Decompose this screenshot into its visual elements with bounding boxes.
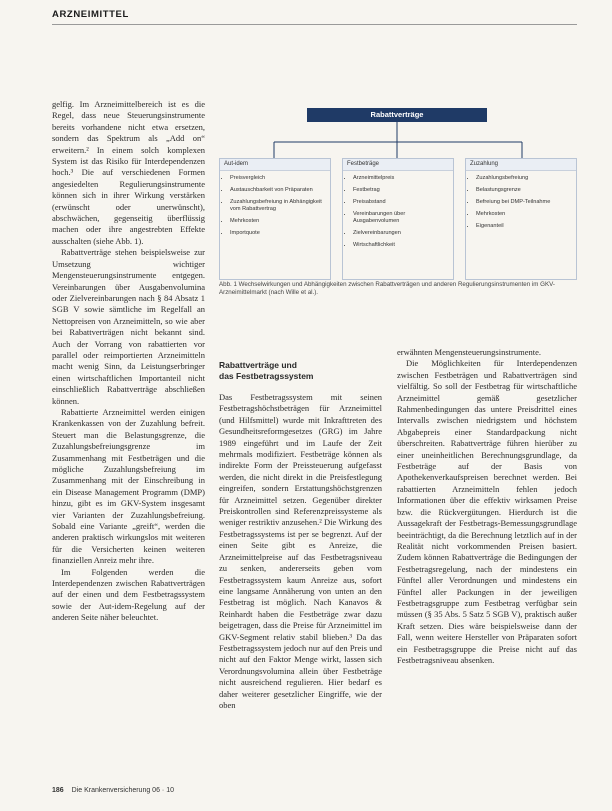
diagram-top-box: Rabattverträge [307, 108, 487, 122]
diagram-box-aut-idem [219, 158, 331, 280]
left-column [52, 99, 205, 624]
left-paragraph-4: Im Folgenden werden die Interdependenzen zwischen Rabattverträgen auf der einen und dem Festbetragssystem sowie der Aut-idem-Regelung auf der anderen Seite näher beleuchtet. [52, 566, 205, 623]
diagram-item: • Zuzahlungsbefreiung in Abhängigkeit vom Rabattvertrag [230, 199, 326, 213]
diagram-box-header: Zuzahlung [466, 159, 576, 171]
diagram-item: • Importquote [230, 230, 326, 237]
journal-name: Die Krankenversicherung 06 · 10 [71, 787, 174, 794]
diagram-item: • Vereinbarungen über Ausgabenvolumen [353, 211, 449, 225]
diagram-item: • Eigenanteil [476, 223, 572, 230]
diagram-item: • Mehrkosten [476, 211, 572, 218]
section-heading [219, 360, 382, 382]
diagram-item: • Mehrkosten [230, 218, 326, 225]
left-paragraph-1: gelfig. Im Arzneimittelbereich ist es die Regel, dass neue Steuerungsinstrumente bereits vorhandene nicht etwa ersetzen, sondern das Spektrum als „Add on“ erweitern.² In einem solch komplexen System ist das Risiko für Interdependenzen hoch.³ Die auf verschiedenen Formen angesiedelten Regulierungsinstrumente können sich in ihrer Wirkung verstärken (erwünscht oder unerwünscht), abschwächen, gegenseitig überflüssig machen oder ihre angestrebten Effekte ausschalten (siehe Abb. 1). [52, 99, 205, 246]
diagram-item: • Belastungsgrenze [476, 187, 572, 194]
figure-diagram [219, 108, 577, 278]
diagram-item: • Zuzahlungsbefreiung [476, 175, 572, 182]
section-title: ARZNEIMITTEL [52, 9, 129, 20]
diagram-item: • Festbetrag [353, 187, 449, 194]
section-heading-line-2: das Festbetragssystem [219, 371, 314, 381]
diagram-item: • Zielvereinbarungen [353, 230, 449, 237]
left-paragraph-3: Rabattierte Arzneimittel werden einigen Krankenkassen von der Zuzahlung befreit. Steuert man die Belastungsgrenze, die Zuzahlungsbefreiungsgrenze im Zusammenhang mit Festbeträgen und die mögliche Zuzahlungsbefreiung im Zusammenhang mit der Einschreibung in ein Disease Management Programm (DMP) hinzu, gibt es im GKV-System insgesamt vier Varianten der Zuzahlungsbefreiung. Sobald eine Variante „greift“, werden die anderen praktisch wirkungslos mit weiteren für die Versicherten keinen weiteren finanziellen Anreiz mehr ihre. [52, 406, 205, 566]
diagram-item: • Austauschbarkeit von Präparaten [230, 187, 326, 194]
diagram-box-header: Festbeträge [343, 159, 453, 171]
page-number: 186 [52, 787, 64, 794]
header-divider [52, 24, 577, 25]
left-paragraph-2: Rabattverträge stehen beispielsweise zur Umsetzung wichtiger Mengensteuerungsinstrumente entgegen. Vereinbarungen über Ausgabenvolumina oder Zielvereinbarungen nach § 84 Absatz 1 SGB V sowie sämtliche im Regelfall an Nettopreisen von Arzneimitteln, so wie aber bei Rabattverträgen nicht bekannt sind. Auch der Vorrang von rabattierten vor parallel oder reimportierten Arzneimitteln macht wenig Sinn, da Leistungserbringer einen wirtschaftlichen Importanteil nicht einschließlich Rabattverträge abschließen können. [52, 247, 205, 406]
page-footer [52, 787, 174, 794]
diagram-item: • Arzneimittelpreis [353, 175, 449, 182]
diagram-box-header: Aut-idem [220, 159, 330, 171]
diagram-item: • Wirtschaftlichkeit [353, 242, 449, 249]
diagram-item: • Preisabstand [353, 199, 449, 206]
figure-caption: Abb. 1 Wechselwirkungen und Abhängigkeiten zwischen Rabattverträgen und anderen Regulierungsinstrumenten im GKV-Arzneimittelmarkt (nach Wille et al.). [219, 281, 555, 296]
mid-paragraph-1: Das Festbetragssystem mit seinen Festbetragshöchstbeträgen für Arzneimittel (und Hilfsmittel) wurde mit Inkrafttreten des Gesundheitsreformgesetzes (GRG) im Jahre 1989 eingeführt und im Laufe der Zeit mehrmals modifiziert. Festbeträge können als indirekte Form der Preissteuerung aufgefasst werden, die nicht direkt in die Preisfestlegung eingreifen, sondern Erstattungshöchstgrenzen für Arzneimittel setzen. Gegenüber direkter Preiskontrollen sind Referenzpreissysteme als weniger restriktiv anzusehen.² Die Wirkung des Festbetragssystems ist per se begrenzt. Auf der einen Seite gibt es Anreize, die Arzneimittelpreise auf das Festbetragsniveau zu senken, andererseits geben vom Festbetragssystem kaum Anreize aus, sofort eine langsame Annäherung von unten an den Festbetrag ist möglich. Nach Kanavos & Reinhardt haben die Festbeträge zwar dazu beigetragen, dass die Preise für Arzneimittel im GKV-Segment relativ stabil blieben.³ Da das Festbetragssystem jedoch nur auf den Preis und nicht auf den Faktor Menge wirkt, lassen sich Verordnungsvolumina allein über Festbeträge nicht ausreichend regulieren. Hier bedarf es daher weiterer gesetzlicher Eingriffe, wie der oben [219, 392, 382, 710]
section-heading-line-1: Rabattverträge und [219, 360, 297, 370]
diagram-item: • Preisvergleich [230, 175, 326, 182]
right-column [397, 347, 577, 666]
right-paragraph-1: erwähnten Mengensteuerungsinstrumente. [397, 347, 541, 357]
diagram-box-zuzahlung [465, 158, 577, 280]
diagram-item: • Befreiung bei DMP-Teilnahme [476, 199, 572, 206]
middle-column [219, 360, 382, 711]
diagram-box-festbetraege [342, 158, 454, 280]
right-paragraph-2: Die Möglichkeiten für Interdependenzen zwischen Festbeträgen und Rabattverträgen sind vielfältig. So soll der Festbetrag für wirtschaftliche Arzneimittel gemäß gesetzlicher Rahmenbedingungen das untere Preisdrittel eines Intervalls zwischen niedrigstem und höchstem Abgabepreis einer Standardpackung nicht überschreiten. Rabattverträge führen hierüber zu einer uneinheitlichen Berechnungsgrundlage, da Festbeträge auf der Basis von Apothekenverkaufspreisen berechnet werden. Bei rabattierten Arzneimitteln fehlen jedoch Informationen über die effektiv wirksamen Preise bzw. die Rückvergütungen. Hierdurch ist die Aussagekraft der Festbetrags-Bemessungsgrundlage beeinträchtigt, da die Berechnung letztlich auf in der Realität nicht vorkommenden Preisen basiert. Zudem können Rabattverträge die Bedingungen der Festbetragsregelung, nach der mindestens ein Fünftel aller Verordnungen und mindestens ein Fünftel aller Packungen in der jeweiligen Festbetragsgruppe zum Festbetrag verfügbar sein müssen (§ 35 Abs. 5 Satz 5 SGB V), praktisch außer Kraft setzen. Dies wäre beispielsweise dann der Fall, wenn weitere Hersteller von Präparaten sofort ein Festbetragsgruppe die Preise nicht auf das Festbetragsniveau absenken. [397, 358, 577, 665]
